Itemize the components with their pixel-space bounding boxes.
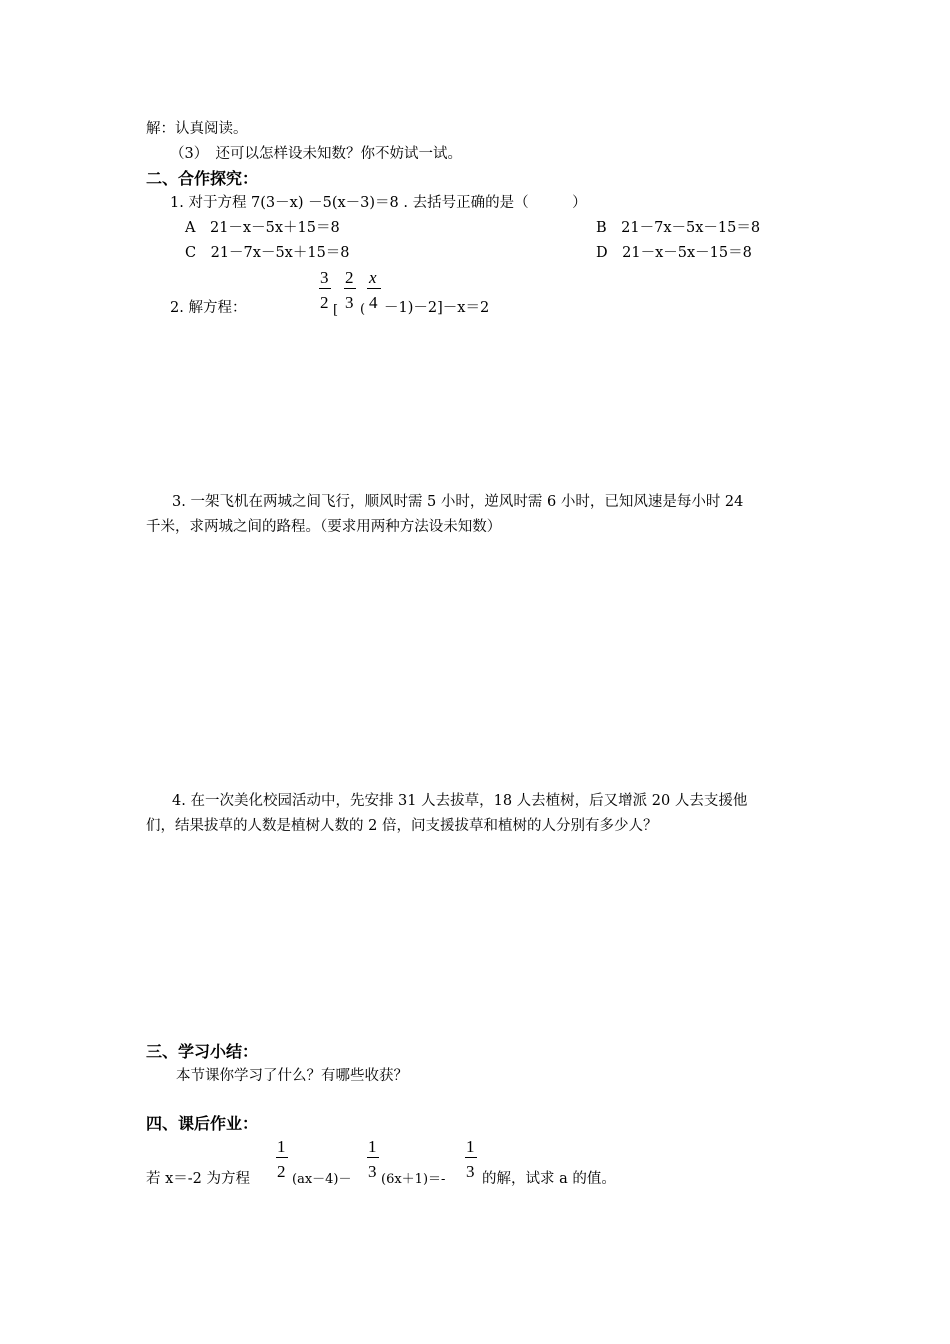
fraction-3-denominator: 4 — [369, 293, 378, 312]
answer-note: 解：认真阅读。 — [146, 121, 248, 137]
fraction-2-denominator: 3 — [345, 293, 354, 312]
q4-line-2: 们，结果拔草的人数是植树人数的 2 倍，问支援拔草和植树的人分别有多少人？ — [146, 818, 658, 834]
fraction-1-denominator: 2 — [320, 293, 329, 312]
section-2-title: 二、合作探究： — [146, 169, 259, 188]
hw-fraction-2-bar — [367, 1157, 379, 1158]
q2-equation-tail: －1)－2]－x＝2 — [384, 300, 490, 316]
hw-fraction-3-denominator: 3 — [466, 1162, 475, 1181]
section-4-title: 四、课后作业： — [146, 1114, 259, 1133]
fraction-3-bar — [367, 288, 381, 289]
section-3-body: 本节课你学习了什么？有哪些收获？ — [176, 1068, 408, 1084]
hw-fraction-2-numerator: 1 — [368, 1137, 377, 1156]
q4-line-1: 4. 在一次美化校园活动中，先安排 31 人去拔草，18 人去植树，后又增派 20 人去支援他 — [172, 793, 748, 809]
hw-fraction-1-numerator: 1 — [277, 1137, 286, 1156]
hw-fraction-2-denominator: 3 — [368, 1162, 377, 1181]
hw-middle-2: (6x＋1)＝- — [381, 1172, 446, 1187]
paren-open: ( — [360, 302, 366, 317]
q3-line-2: 千米，求两城之间的路程。（要求用两种方法设未知数） — [146, 519, 502, 535]
fraction-2-bar — [344, 288, 356, 289]
bracket-open: [ — [333, 303, 339, 318]
fraction-1-bar — [319, 288, 331, 289]
hw-suffix: 的解，试求 a 的值。 — [482, 1171, 616, 1187]
fraction-3-numerator: x — [369, 268, 377, 287]
hw-middle-1: (ax－4)－ — [292, 1172, 352, 1187]
hw-fraction-3-bar — [465, 1157, 477, 1158]
question-3-prompt: （3） 还可以怎样设未知数？你不妨试一试。 — [170, 146, 462, 162]
hw-prefix: 若 x＝-2 为方程 — [146, 1171, 251, 1187]
q1-option-d: D 21－x－5x－15＝8 — [596, 245, 752, 261]
q1-stem: 1. 对于方程 7(3－x) －5(x－3)＝8 . 去括号正确的是（ ） — [170, 195, 587, 211]
hw-fraction-1-denominator: 2 — [277, 1162, 286, 1181]
q1-option-c: C 21－7x－5x＋15＝8 — [185, 245, 350, 261]
q1-option-a: A 21－x－5x＋15＝8 — [185, 220, 340, 236]
q1-option-b: B 21－7x－5x－15＝8 — [596, 220, 761, 236]
section-3-title: 三、学习小结： — [146, 1042, 259, 1061]
hw-fraction-3-numerator: 1 — [466, 1137, 475, 1156]
q3-line-1: 3. 一架飞机在两城之间飞行，顺风时需 5 小时，逆风时需 6 小时，已知风速是每小时 24 — [172, 494, 744, 510]
q2-label: 2. 解方程： — [170, 300, 247, 316]
fraction-1-numerator: 3 — [320, 268, 329, 287]
hw-fraction-1-bar — [276, 1157, 288, 1158]
fraction-2-numerator: 2 — [345, 268, 354, 287]
